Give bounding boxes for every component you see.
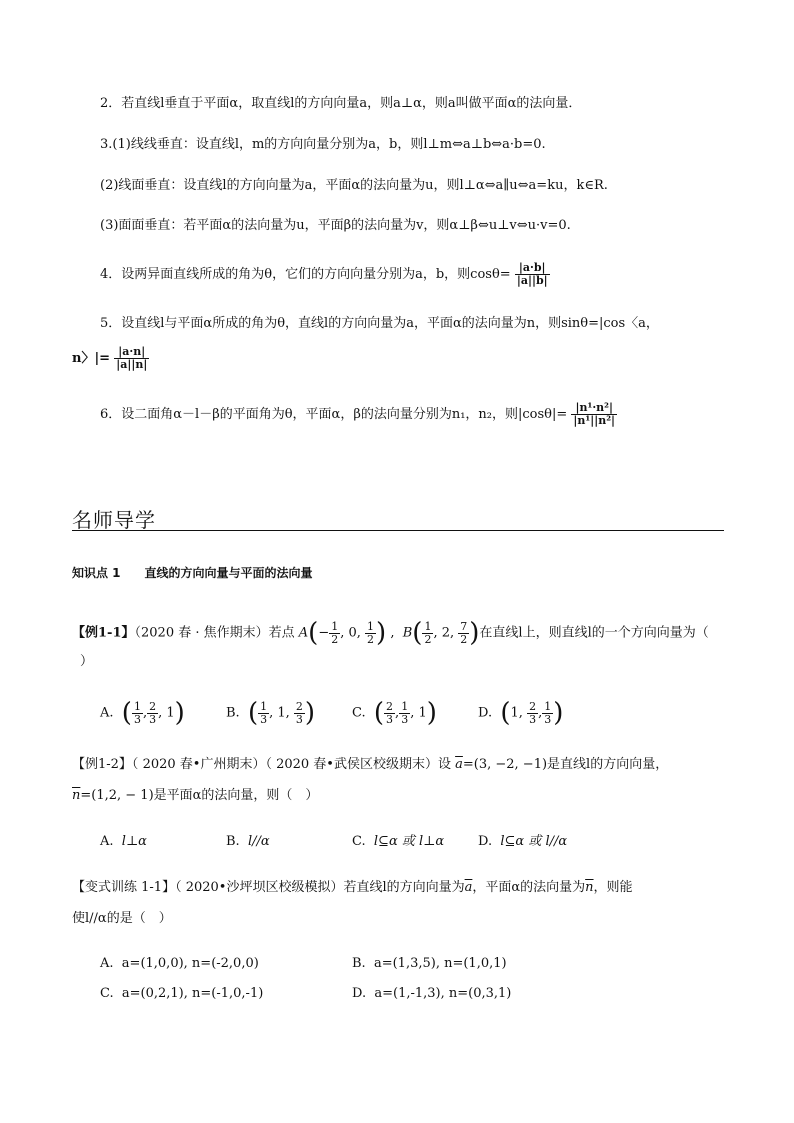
frac-den: 3 bbox=[529, 712, 537, 726]
cos-fraction bbox=[515, 262, 550, 287]
frac-den: 3 bbox=[260, 712, 268, 726]
theory-line-6 bbox=[100, 402, 617, 427]
theory-line-4-text: 4．设两异面直线所成的角为θ，它们的方向向量分别为a，b，则cosθ= bbox=[100, 267, 511, 282]
point-a-x bbox=[329, 621, 340, 646]
frac-num: 2 bbox=[386, 699, 394, 713]
frac bbox=[258, 701, 269, 726]
option-value: a=(1,0,0), n=(-2,0,0) bbox=[121, 956, 259, 971]
vector-a-value: =(3, −2, −1) bbox=[462, 757, 548, 772]
option-value: 1 bbox=[418, 705, 427, 721]
option-a[interactable] bbox=[100, 834, 147, 850]
paren-open: ( bbox=[121, 698, 132, 728]
option-c[interactable]: C. ( $\frac{2}{3}$ , $\frac{1}{3}$ , 1) bbox=[352, 698, 437, 728]
vector-n: $\overline{n}$ bbox=[72, 788, 81, 803]
paren-close: ) bbox=[553, 698, 564, 728]
paren-close: ) bbox=[426, 698, 437, 728]
frac-num: 1 bbox=[401, 699, 409, 713]
frac-num: 2 bbox=[149, 699, 157, 713]
vector-a: $\overline{a}$ bbox=[455, 757, 463, 772]
frac-num: 2 bbox=[295, 699, 303, 713]
frac bbox=[147, 701, 158, 726]
frac-den: 3 bbox=[133, 712, 141, 726]
theory-line-3-1: 3.(1)线线垂直：设直线l，m的方向向量分别为a，b，则l⊥m⇔a⊥b⇔a·b=0. bbox=[100, 137, 546, 152]
option-label: D. bbox=[478, 834, 493, 849]
option-label: B. bbox=[226, 705, 240, 721]
option-a[interactable] bbox=[100, 956, 259, 972]
option-b[interactable]: B. ( $\frac{1}{3}$ , 1, $\frac{2}{3}$ ) bbox=[226, 698, 316, 728]
frac-num: 1 bbox=[544, 699, 552, 713]
knowledge-point-heading: 知识点 1 直线的方向向量与平面的法向量 bbox=[72, 566, 313, 580]
vector-a: $\overline{a}$ bbox=[464, 880, 473, 895]
option-value: a=(1,3,5), n=(1,0,1) bbox=[373, 956, 507, 971]
variant-1-1-end: ，则能 bbox=[593, 880, 633, 895]
example-1-2-tail: 是直线l的方向向量， bbox=[547, 757, 669, 772]
paren-open: ( bbox=[373, 698, 385, 728]
frac bbox=[384, 701, 395, 726]
option-d[interactable]: D. (1, $\frac{2}{3}$ , $\frac{1}{3}$ ) bbox=[478, 698, 564, 728]
option-label: D. bbox=[478, 705, 493, 721]
option-d[interactable] bbox=[352, 986, 511, 1002]
option-label: C. bbox=[352, 834, 366, 849]
option-label: D. bbox=[352, 986, 367, 1001]
option-value: 1 bbox=[510, 705, 519, 721]
example-1-1-tail: 在直线l上，则直线l的一个方向向量为（ bbox=[479, 625, 709, 641]
dihedral-fraction-num: |n¹·n²| bbox=[571, 402, 617, 415]
frac-den: 2 bbox=[331, 632, 339, 646]
frac-num: 7 bbox=[460, 619, 468, 633]
frac bbox=[542, 701, 553, 726]
frac-den: 3 bbox=[295, 712, 303, 726]
paren-open: ( bbox=[247, 698, 259, 728]
dihedral-fraction bbox=[571, 402, 617, 427]
frac-num: 1 bbox=[424, 619, 432, 633]
option-label: A. bbox=[100, 834, 114, 849]
frac-den: 3 bbox=[386, 712, 394, 726]
point-a-z bbox=[365, 621, 376, 646]
frac-num: 1 bbox=[367, 619, 375, 633]
vector-n: $\overline{n}$ bbox=[585, 880, 594, 895]
frac bbox=[132, 701, 143, 726]
paren-close: ) bbox=[304, 698, 316, 728]
paren-close: ) bbox=[469, 618, 480, 648]
point-b-x bbox=[422, 621, 433, 646]
option-value: l⊆α 或 l//α bbox=[500, 834, 568, 849]
option-label: C. bbox=[100, 986, 114, 1001]
frac-den: 2 bbox=[460, 632, 468, 646]
frac-num: 2 bbox=[529, 699, 537, 713]
variant-1-1-text: 【变式训练 1-1】（ 2020•沙坪坝区校级模拟）若直线l的方向向量为 bbox=[72, 880, 465, 895]
frac bbox=[527, 701, 538, 726]
variant-1-1-mid: ，平面α的法向量为 bbox=[472, 880, 586, 895]
sin-fraction-den: |a||n| bbox=[116, 358, 148, 371]
example-1-2-text: 【例1-2】（ 2020 春•广州期末）（ 2020 春•武侯区校级期末）设 bbox=[72, 757, 451, 772]
option-value: l⊆α 或 l⊥α bbox=[373, 834, 445, 849]
option-value: 1 bbox=[277, 705, 286, 721]
dihedral-fraction-den: |n¹||n²| bbox=[573, 414, 616, 427]
option-label: B. bbox=[352, 956, 366, 971]
point-b-label: B bbox=[402, 625, 413, 641]
variant-1-1-line2: 使l//α的是（ ） bbox=[72, 911, 172, 926]
paren-open: ( bbox=[412, 618, 423, 648]
theory-line-4 bbox=[100, 262, 550, 287]
option-value: l//α bbox=[247, 834, 270, 849]
frac bbox=[399, 701, 410, 726]
frac-num: 1 bbox=[331, 619, 339, 633]
option-label: B. bbox=[226, 834, 240, 849]
option-value: a=(0,2,1), n=(-1,0,-1) bbox=[121, 986, 264, 1001]
theory-line-5: 5．设直线l与平面α所成的角为θ，直线l的方向向量为a，平面α的法向量为n，则sinθ=|cos〈a， bbox=[100, 316, 659, 331]
option-label: A. bbox=[100, 705, 114, 721]
option-label: C. bbox=[352, 705, 366, 721]
frac-den: 2 bbox=[367, 632, 375, 646]
frac-num: 1 bbox=[260, 699, 268, 713]
theory-line-3-3: (3)面面垂直：若平面α的法向量为u，平面β的法向量为v，则α⊥β⇔u⊥v⇔u·v=0. bbox=[100, 218, 571, 233]
paren-open: ( bbox=[308, 618, 319, 648]
sin-fraction-num: |a·n| bbox=[114, 346, 149, 359]
theory-line-6-text: 6．设二面角α－l－β的平面角为θ，平面α，β的法向量分别为n₁，n₂，则|cosθ|= bbox=[100, 407, 568, 422]
section-divider bbox=[72, 530, 724, 531]
option-value: l⊥α bbox=[121, 834, 147, 849]
point-a-label: A bbox=[298, 625, 309, 641]
frac-den: 3 bbox=[544, 712, 552, 726]
section-title: 名师导学 bbox=[72, 508, 156, 532]
frac-den: 3 bbox=[401, 712, 409, 726]
variant-1-1-line1 bbox=[72, 880, 633, 896]
option-label: A. bbox=[100, 956, 114, 971]
theory-line-3-2: (2)线面垂直：设直线l的方向向量为a，平面α的法向量为u，则l⊥α⇔a∥u⇔a=ku，k∈R. bbox=[100, 178, 608, 193]
frac-den: 3 bbox=[149, 712, 157, 726]
option-value: 1 bbox=[166, 705, 175, 721]
option-c[interactable] bbox=[352, 834, 444, 850]
option-c[interactable] bbox=[100, 986, 263, 1002]
example-1-1-close: ） bbox=[80, 654, 94, 669]
cos-fraction-den: |a||b| bbox=[516, 274, 548, 287]
option-b[interactable] bbox=[226, 834, 270, 850]
paren-open: ( bbox=[500, 698, 511, 728]
frac-num: 1 bbox=[133, 699, 141, 713]
option-value: a=(1,-1,3), n=(0,3,1) bbox=[374, 986, 512, 1001]
cos-fraction-num: |a·b| bbox=[515, 262, 550, 275]
example-1-2-line2 bbox=[72, 788, 318, 804]
sin-fraction bbox=[114, 346, 149, 371]
theory-line-5-cont bbox=[72, 346, 149, 371]
paren-close: ) bbox=[174, 698, 185, 728]
point-b-z bbox=[458, 621, 469, 646]
frac-den: 2 bbox=[424, 632, 432, 646]
example-1-1: 【例1-1】（2020 春 · 焦作期末）若点 A(− $\frac{1}{2}$ , 0, $\frac{1}{2}$ ) , B( $\frac{1}{2}$ , 2, $\frac{7}{2}$ )在直线l上，则直线l的一个方向向量为（ bbox=[72, 618, 709, 648]
vector-n-value: =(1,2, − 1) bbox=[80, 788, 154, 803]
example-1-2-line1 bbox=[72, 757, 668, 773]
example-1-1-source: （2020 春 · 焦作期末）若点 bbox=[134, 625, 295, 641]
example-1-1-label: 【例1-1】 bbox=[72, 625, 135, 641]
option-b[interactable] bbox=[352, 956, 507, 972]
option-a[interactable]: A. ( $\frac{1}{3}$ , $\frac{2}{3}$ , 1) bbox=[100, 698, 185, 728]
paren-close: ) bbox=[376, 618, 387, 648]
theory-line-2: 2．若直线l垂直于平面α，取直线l的方向向量a，则a⊥α，则a叫做平面α的法向量． bbox=[100, 96, 582, 111]
example-1-2-tail2: 是平面α的法向量，则（ ） bbox=[153, 788, 319, 803]
frac bbox=[294, 701, 305, 726]
theory-line-5-text2: n〉|= bbox=[72, 351, 111, 366]
option-d[interactable] bbox=[478, 834, 567, 850]
